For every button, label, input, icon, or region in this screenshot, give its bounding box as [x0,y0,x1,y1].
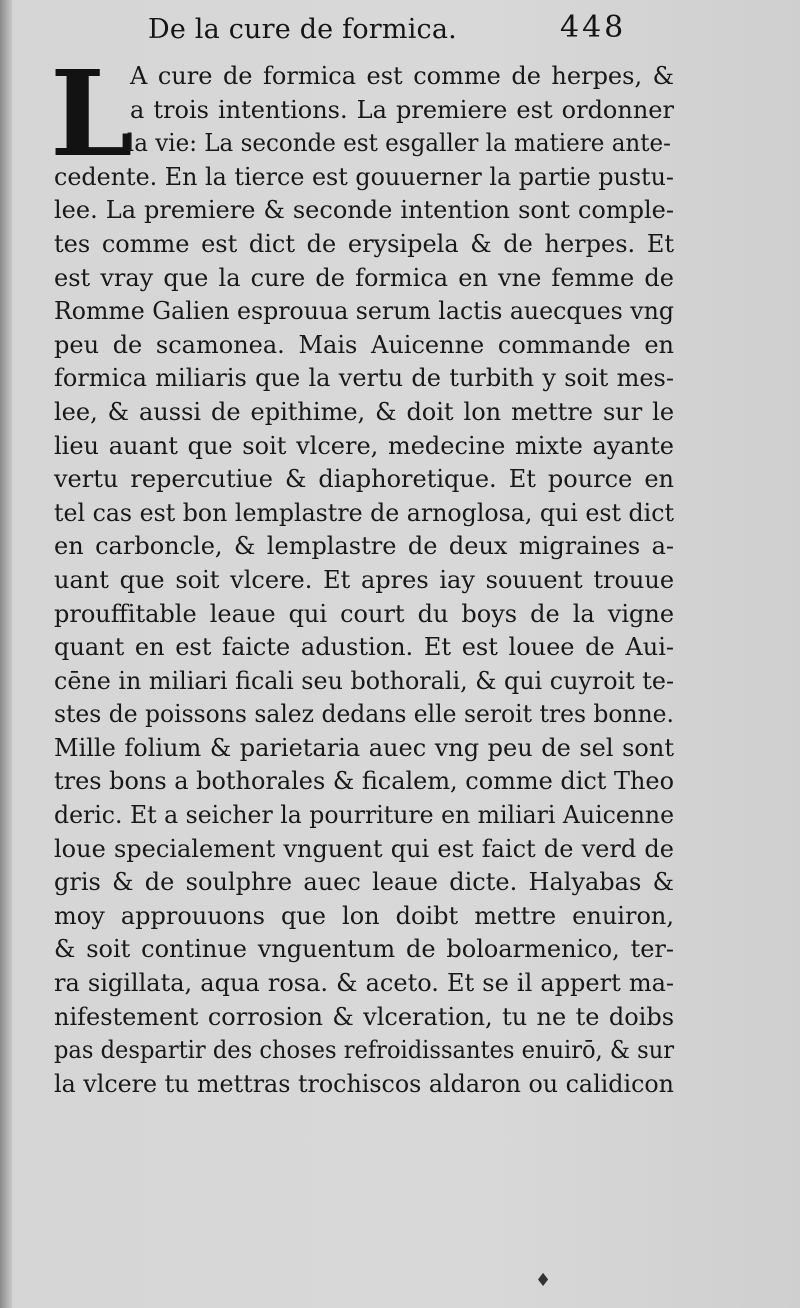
text-line: est vray que la cure de formica en vne femme de [54,263,674,292]
text-line: tres bons a bothorales & ficalem, comme dict Theo [54,767,675,796]
text-line: tes comme est dict de erysipela & de herpes. Et [54,229,674,258]
text-line: Romme Galien esprouua serum lactis auecques vng [54,297,674,326]
text-line: stes de poissons salez dedans elle seroit tres bonne. [54,700,674,729]
text-line: gris & de soulphre auec leaue dicte. Halyabas & [54,868,674,897]
text-line: deric. Et a seicher la pourriture en miliari Auicenne [54,801,675,830]
text-line: A cure de formica est comme de herpes, & [130,62,674,90]
text-line: & soit continue vnguentum de boloarmenico, ter- [54,935,675,964]
page-number: 448 [560,10,627,45]
text-line: uant que soit vlcere. Et apres iay souuent trouue [54,565,675,594]
text-line: loue specialement vnguent qui est faict de verd de [54,834,674,863]
drop-cap: L [50,44,133,183]
text-line: cedente. En la tierce est gouuerner la partie pustu- [54,162,674,191]
body-text [54,60,674,1101]
text-line: pas despartir des choses refroidissantes enuirō, & sur [54,1036,675,1065]
text-line: la vie: La seconde est esgaller la matiere ante- [126,129,671,158]
text-line: formica miliaris que la vertu de turbith y soit mes- [54,364,674,393]
footer-ornament: ♦ [535,1270,552,1291]
text-line: moy approuuons que lon doibt mettre enuiron, [54,901,674,930]
text-line: cēne in miliari ficali seu bothorali, & qui cuyroit te- [54,666,675,695]
text-line: a trois intentions. La premiere est ordonner [130,95,674,124]
text-line: lee. La premiere & seconde intention sont comple- [54,196,674,225]
text-line: lee, & aussi de epithime, & doit lon mettre sur le [54,397,675,426]
text-line: peu de scamonea. Mais Auicenne commande en [54,330,674,359]
text-line: Mille folium & parietaria auec vng peu de sel sont [54,733,674,762]
text-line: lieu auant que soit vlcere, medecine mixte ayante [54,431,674,460]
text-line: tel cas est bon lemplastre de arnoglosa, qui est dict [54,498,674,527]
text-line: nifestement corrosion & vlceration, tu ne te doibs [54,1002,675,1031]
text-line: ra sigillata, aqua rosa. & aceto. Et se il appert ma- [54,969,675,998]
text-line: la vlcere tu mettras trochiscos aldaron ou calidicon [54,1069,674,1098]
running-head: De la cure de formica. [148,14,457,45]
text-line: quant en est faicte adustion. Et est louee de Aui- [54,633,674,662]
text-line: prouffitable leaue qui court du boys de la vigne [54,599,675,628]
text-line: en carboncle, & lemplastre de deux migraines a- [54,532,675,561]
text-line: vertu repercutiue & diaphoretique. Et pource en [54,465,675,494]
gutter-shadow [0,0,12,1308]
